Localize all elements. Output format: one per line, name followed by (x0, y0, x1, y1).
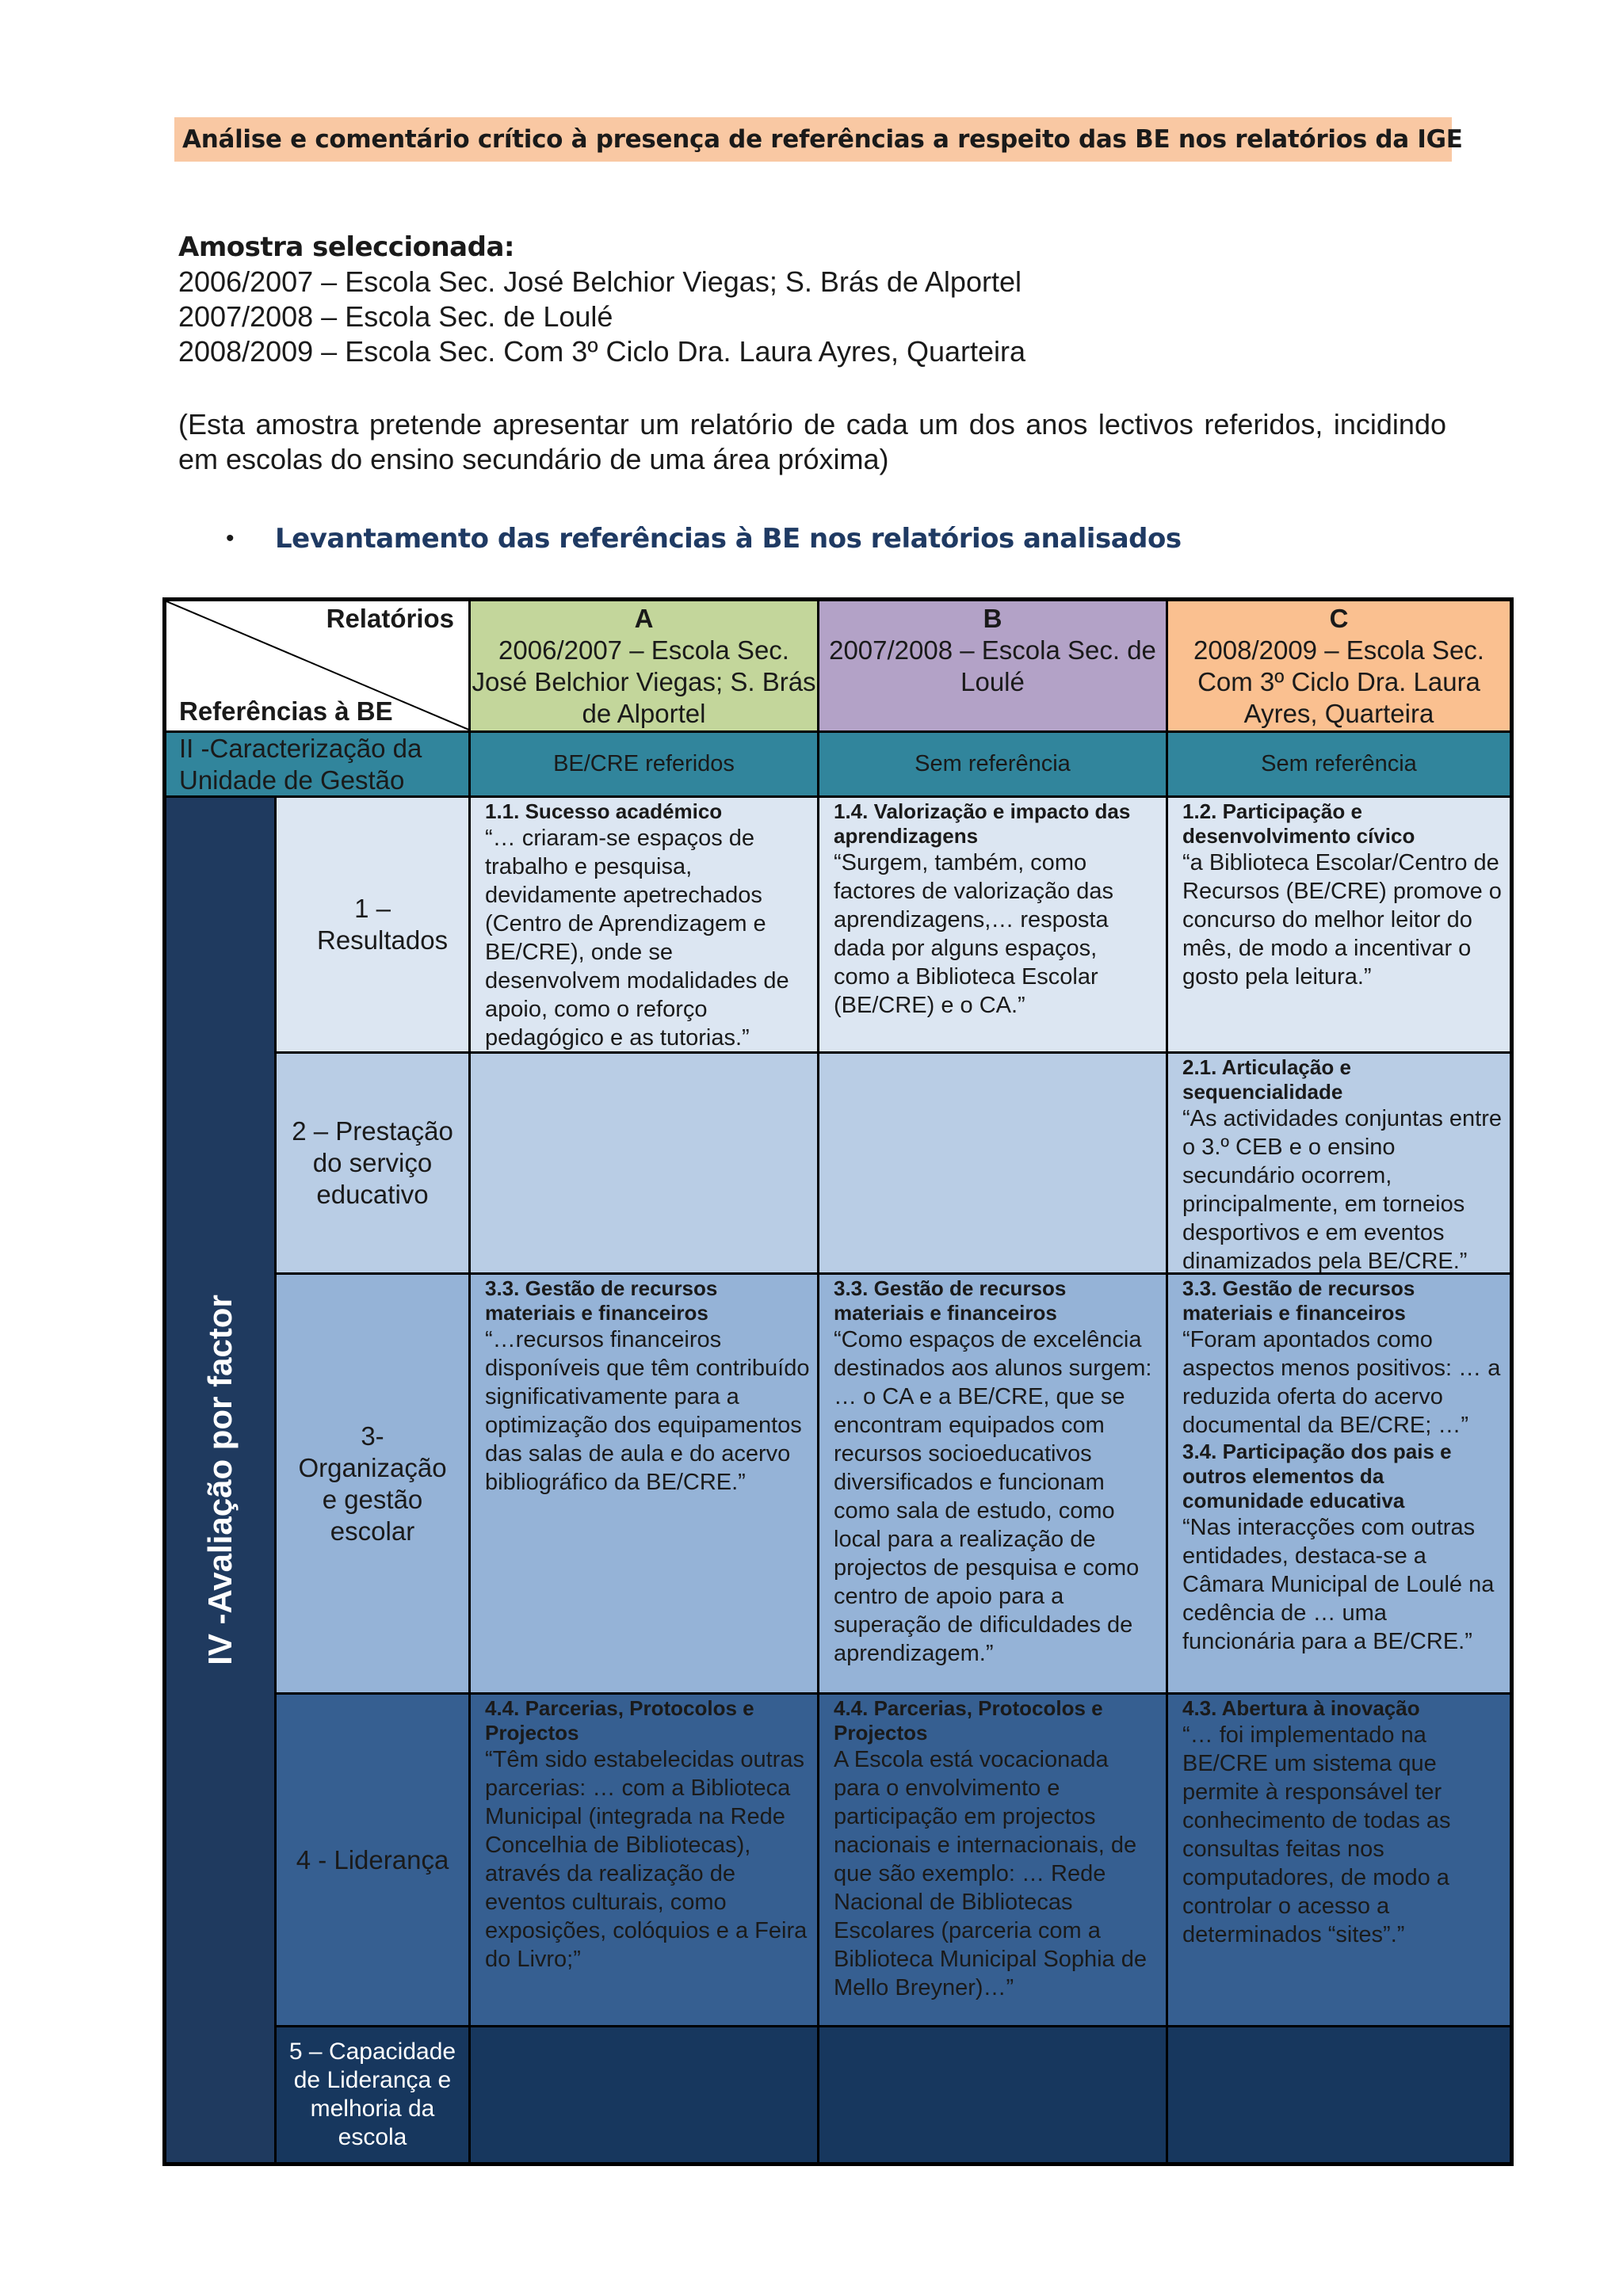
cell-subheading: 4.4. Parcerias, Protocolos e Projectos (834, 1696, 1103, 1745)
column-letter: B (983, 604, 1002, 633)
section-ii-value: Sem referência (1261, 751, 1417, 776)
sample-heading: Amostra seleccionada: (178, 231, 514, 263)
cell-subheading: 1.1. Sucesso académico (485, 799, 723, 823)
section-heading: Levantamento das referências à BE nos relatórios analisados (275, 523, 1182, 555)
cell-quote: “Nas interacções com outras entidades, destaca-se a Câmara Municipal de Loulé na cedência de … uma funcionária para a BE/CRE.” (1182, 1515, 1495, 1654)
cell-r5-a (471, 2027, 819, 2162)
cell-quote: “Têm sido estabelecidas outras parcerias: … com a Biblioteca Municipal (integrada na Rede Concelhia de Bibliotecas), através da realização de eventos culturais, como exposições, colóquios e a Feira do Livro;” (485, 1747, 808, 1972)
cell-r1-c (1168, 798, 1510, 1054)
column-header-a (471, 601, 819, 733)
cell-r5-c (1168, 2027, 1510, 2162)
corner-label-relatorios: Relatórios (326, 604, 454, 633)
row-label-capacidade (277, 2027, 471, 2162)
row-label-text: 1 – Resultados (317, 894, 449, 955)
cell-r5-b (819, 2027, 1168, 2162)
cell-subheading: 4.4. Parcerias, Protocolos e Projectos (485, 1696, 754, 1745)
cell-quote: “As actividades conjuntas entre o 3.º CEB e o ensino secundário ocorrem, principalmente, em torneios desportivos e em eventos dinamizados pela BE/CRE.” (1182, 1106, 1502, 1274)
cell-quote: “Como espaços de excelência destinados aos alunos surgem: … o CA e a BE/CRE, que se encontram equipados com recursos socioeducativos diversificados e funcionam como sala de estudo, como local para a realização de projectos de pesquisa e como centro de apoio para a superação de dificuldades de aprendizagem.” (834, 1327, 1152, 1666)
row-label-prestacao (277, 1054, 471, 1275)
cell-subheading: 4.3. Abertura à inovação (1182, 1696, 1420, 1720)
row-label-text: 3- Organização e gestão escolar (298, 1421, 447, 1546)
sample-note: (Esta amostra pretende apresentar um relatório de cada um dos anos lectivos referidos, incidindo em escolas do ensino secundário de uma área próxima) (178, 408, 1446, 475)
column-header-c (1168, 601, 1510, 733)
sample-line: 2006/2007 – Escola Sec. José Belchior Viegas; S. Brás de Alportel (178, 265, 1022, 298)
bullet-icon: • (226, 525, 235, 551)
column-letter: A (634, 604, 654, 633)
sample-line: 2007/2008 – Escola Sec. de Loulé (178, 300, 613, 333)
cell-quote: “Surgem, também, como factores de valorização das aprendizagens,… resposta dada por alguns espaços, como a Biblioteca Escolar (BE/CRE) e o CA.” (834, 850, 1114, 1018)
row-label-text: 2 – Prestação do serviço educativo (292, 1116, 453, 1209)
cell-subheading: 3.3. Gestão de recursos materiais e financeiros (1182, 1276, 1415, 1325)
corner-label-referencias: Referências à BE (179, 696, 393, 726)
row-label-lideranca (277, 1695, 471, 2027)
row-label-text: 5 – Capacidade de Liderança e melhoria da escola (288, 2039, 456, 2150)
cell-r2-b (819, 1054, 1168, 1275)
cell-r3-c (1168, 1275, 1510, 1695)
cell-r3-a (471, 1275, 819, 1695)
references-table (162, 597, 1514, 2166)
row-label-text: 4 - Liderança (296, 1844, 449, 1875)
cell-r4-a (471, 1695, 819, 2027)
section-iv-label-text: IV -Avaliação por factor (201, 1295, 239, 1665)
cell-subheading: 3.4. Participação dos pais e outros elementos da comunidade educativa (1182, 1440, 1452, 1512)
cell-subheading: 1.4. Valorização e impacto das aprendizagens (834, 799, 1131, 848)
row-label-resultados (277, 798, 471, 1054)
cell-subheading: 3.3. Gestão de recursos materiais e financeiros (485, 1276, 718, 1325)
column-title: 2006/2007 – Escola Sec. José Belchior Viegas; S. Brás de Alportel (472, 635, 816, 728)
section-ii-value: Sem referência (915, 751, 1071, 776)
cell-quote: A Escola está vocacionada para o envolvimento e participação em projectos nacionais e internacionais, de que são exemplo: … Rede Nacional de Bibliotecas Escolares (parceria com a Biblioteca Municipal Sophia de Mello Breyner)…” (834, 1747, 1147, 2000)
cell-r4-b (819, 1695, 1168, 2027)
section-ii-value: BE/CRE referidos (553, 751, 735, 776)
column-title: 2007/2008 – Escola Sec. de Loulé (829, 635, 1156, 696)
cell-r2-c (1168, 1054, 1510, 1275)
section-ii-label (166, 733, 471, 798)
corner-header-cell (166, 601, 471, 733)
column-letter: C (1329, 604, 1349, 633)
cell-quote: “Foram apontados como aspectos menos positivos: … a reduzida oferta do acervo documental da BE/CRE; …” (1182, 1327, 1501, 1438)
cell-r1-b (819, 798, 1168, 1054)
section-iv-label (166, 798, 277, 2162)
cell-subheading: 2.1. Articulação e sequencialidade (1182, 1055, 1351, 1104)
sample-line: 2008/2009 – Escola Sec. Com 3º Ciclo Dra. Laura Ayres, Quarteira (178, 335, 1026, 368)
section-ii-cell-b (819, 733, 1168, 798)
cell-quote: “… criaram-se espaços de trabalho e pesquisa, devidamente apetrechados (Centro de Aprendizagem e BE/CRE), onde se desenvolvem modalidades de apoio, como o reforço pedagógico e as tutorias.” (485, 826, 789, 1051)
cell-subheading: 3.3. Gestão de recursos materiais e financeiros (834, 1276, 1067, 1325)
row-label-organizacao (277, 1275, 471, 1695)
cell-quote: “… foi implementado na BE/CRE um sistema que permite à responsável ter conhecimento de todas as consultas feitas nos computadores, de modo a controlar o acesso a determinados “sites”.” (1182, 1722, 1451, 1947)
cell-subheading: 1.2. Participação e desenvolvimento cívico (1182, 799, 1415, 848)
cell-r3-b (819, 1275, 1168, 1695)
cell-r4-c (1168, 1695, 1510, 2027)
cell-r1-a (471, 798, 819, 1054)
page-title: Análise e comentário crítico à presença de referências a respeito das BE nos relatórios da IGE (174, 117, 1452, 162)
section-ii-label-text: II -Caracterização da Unidade de Gestão (179, 734, 422, 795)
sample-section (178, 230, 1446, 369)
column-header-b (819, 601, 1168, 733)
cell-quote: “…recursos financeiros disponíveis que têm contribuído significativamente para a optimização dos equipamentos das salas de aula e do acervo bibliográfico da BE/CRE.” (485, 1327, 810, 1495)
cell-r2-a (471, 1054, 819, 1275)
column-title: 2008/2009 – Escola Sec. Com 3º Ciclo Dra. Laura Ayres, Quarteira (1193, 635, 1484, 728)
section-ii-cell-a (471, 733, 819, 798)
section-ii-cell-c (1168, 733, 1510, 798)
cell-quote: “a Biblioteca Escolar/Centro de Recursos (BE/CRE) promove o concurso do melhor leitor do mês, de modo a incentivar o gosto pela leitura.” (1182, 850, 1502, 990)
